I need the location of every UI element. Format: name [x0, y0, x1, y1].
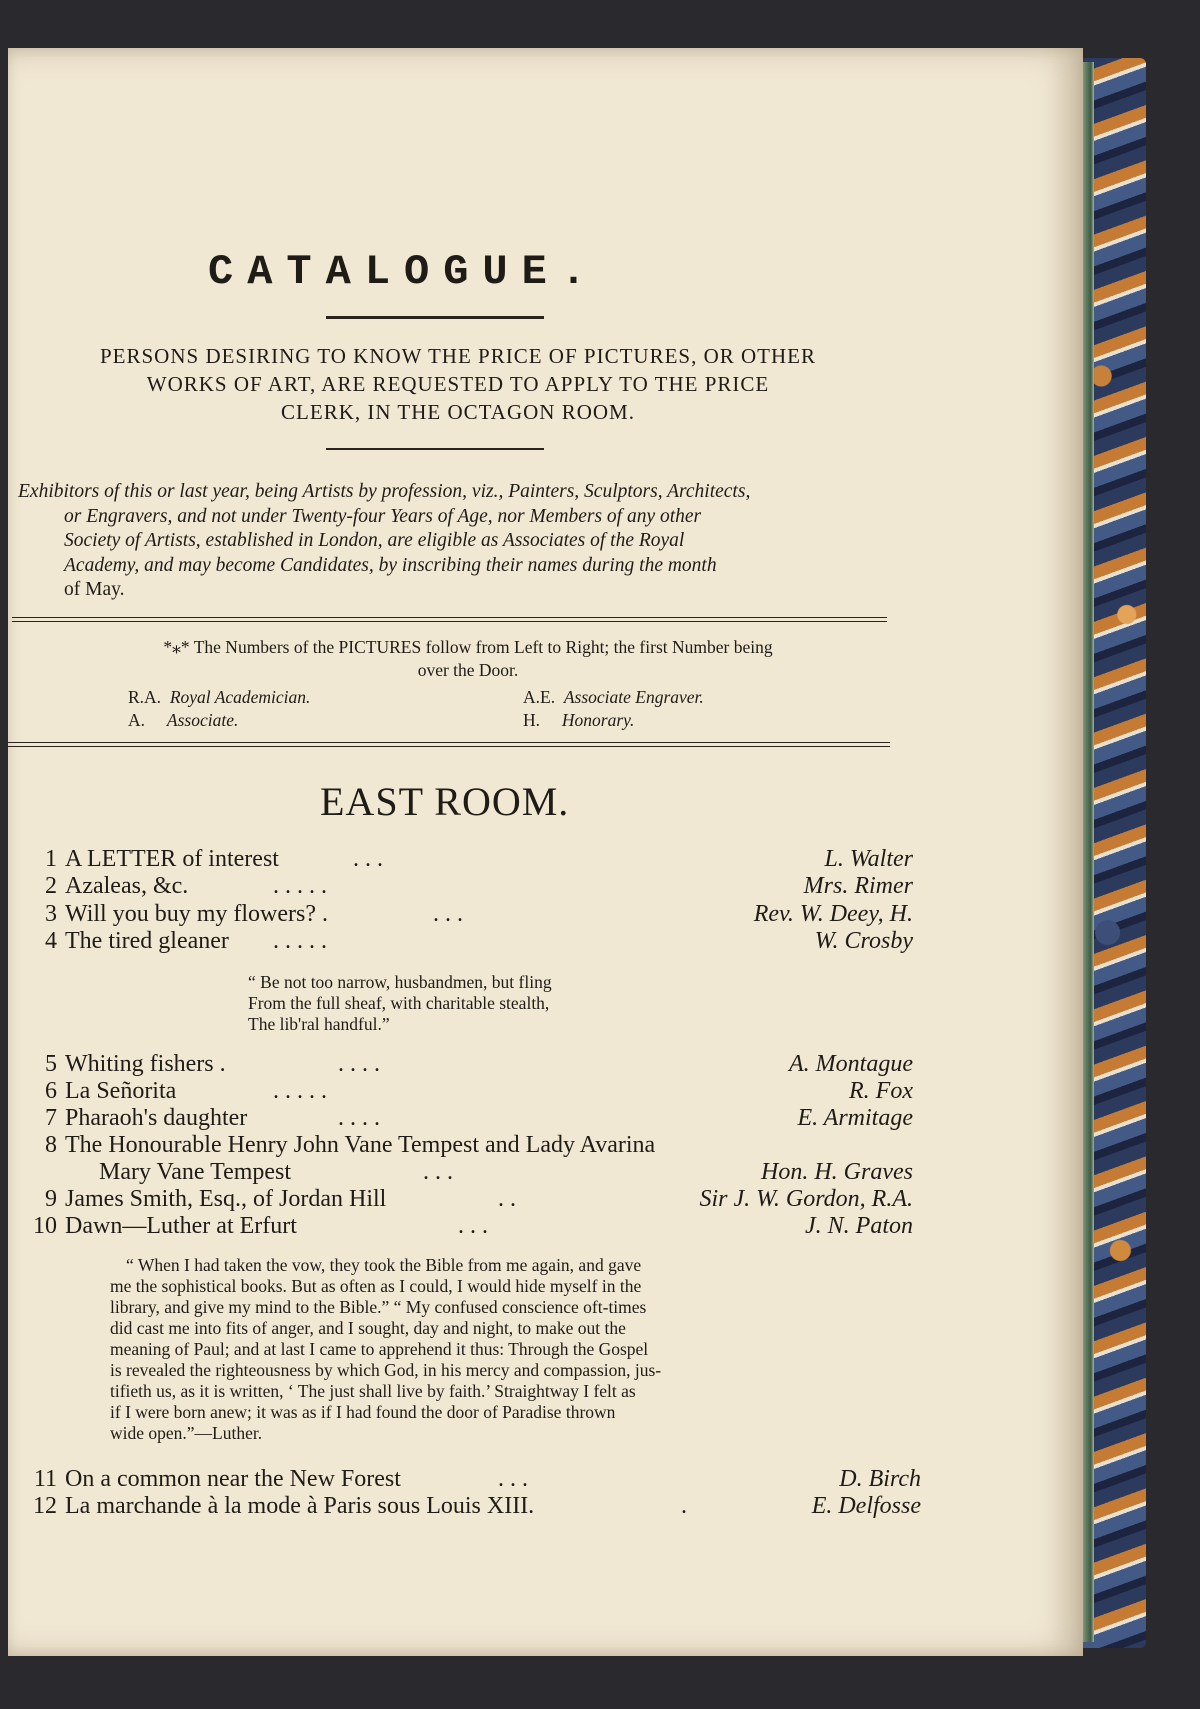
catalogue-entry: 7 Pharaoh's daughter . . . . E. Armitage: [45, 1105, 913, 1131]
luther-quote: “ When I had taken the vow, they took the Bible from me again, and gave me the sophistical books. But as often as I could, I would hide myself in the library, and give my mind to the Bible.” “ My confused conscience oft-times did cast me into fits of anger, and I sought, day and night, to make out the meaning of Paul; and at last I came to apprehend it thus: Through the Gospel is revealed the righteousness by which God, in his mercy and compassion, jus- tifieth us, as it is written, ‘ The just shall live by faith.’ Straightway I felt as if I were born anew; it was as if I had found the door of Paradise thrown wide open.”—Luther.: [110, 1255, 662, 1443]
catalogue-entry: 11 On a common near the New Forest . . . D. Birch: [33, 1466, 921, 1492]
catalogue-entry: 4 The tired gleaner . . . . . W. Crosby: [45, 928, 913, 954]
exhibitors-line-1: Exhibitors of this or last year, being Artists by profession, viz., Painters, Sculptors, Architects,: [18, 481, 751, 502]
catalogue-title: CATALOGUE.: [208, 248, 601, 296]
price-notice-line-2: WORKS OF ART, ARE REQUESTED TO APPLY TO THE PRICE: [146, 372, 770, 396]
catalogue-entry: 10 Dawn—Luther at Erfurt . . . J. N. Paton: [33, 1213, 913, 1239]
abbr-a: A. Associate.: [128, 710, 239, 730]
double-rule-bottom-a: [8, 742, 890, 743]
exhibitors-line-5: of May.: [64, 579, 125, 600]
abbr-h: H. Honorary.: [523, 710, 635, 730]
exhibitors-notice: [18, 480, 898, 603]
catalogue-entry: 6 La Señorita . . . . . R. Fox: [45, 1078, 913, 1104]
catalogue-entry-continued: Mary Vane Tempest . . . Hon. H. Graves: [99, 1159, 913, 1185]
catalogue-entry: 3 Will you buy my flowers? . . . . Rev. W. Deey, H.: [45, 901, 913, 927]
price-notice-line-1: PERSONS DESIRING TO KNOW THE PRICE OF PICTURES, OR OTHER: [99, 344, 817, 368]
double-rule-top-a: [12, 617, 887, 618]
double-rule-top-b: [12, 621, 887, 622]
exhibitors-line-4: Academy, and may become Candidates, by inscribing their names during the month: [64, 554, 717, 576]
catalogue-entry: 5 Whiting fishers . . . . . A. Montague: [45, 1051, 913, 1077]
exhibitors-line-2: or Engravers, and not under Twenty-four Years of Age, nor Members of any other: [64, 505, 702, 527]
exhibitors-line-3: Society of Artists, established in London, are eligible as Associates of the Royal: [64, 530, 685, 551]
room-heading: EAST ROOM.: [320, 779, 570, 824]
numbers-note-line-2: over the Door.: [417, 660, 519, 680]
catalogue-entry: 12 La marchande à la mode à Paris sous Louis XIII. . E. Delfosse: [33, 1493, 921, 1519]
numbers-note: [38, 636, 898, 682]
numbers-note-line-1: The Numbers of the PICTURES follow from Left to Right; the first Number being: [193, 637, 773, 657]
catalogue-entry: 1 A LETTER of interest . . . L. Walter: [45, 846, 913, 872]
catalogue-entry: 2 Azaleas, &c. . . . . . Mrs. Rimer: [45, 873, 913, 899]
notice-rule: [326, 448, 544, 450]
price-notice-line-3: CLERK, IN THE OCTAGON ROOM.: [281, 400, 635, 424]
gleaner-quote: “ Be not too narrow, husbandmen, but fling From the full sheaf, with charitable stealth, The lib'ral handful.”: [248, 972, 552, 1034]
catalogue-entry: 8 The Honourable Henry John Vane Tempest and Lady Avarina: [45, 1132, 656, 1158]
catalogue-page: [8, 48, 1083, 1656]
abbr-ra: R.A. Royal Academician.: [128, 687, 311, 707]
abbr-ae: A.E. Associate Engraver.: [523, 687, 704, 707]
double-rule-bottom-b: [8, 746, 890, 747]
title-rule: [326, 316, 544, 319]
asterism-icon: *⁎*: [163, 637, 190, 657]
catalogue-entry: 9 James Smith, Esq., of Jordan Hill . . Sir J. W. Gordon, R.A.: [45, 1186, 913, 1212]
